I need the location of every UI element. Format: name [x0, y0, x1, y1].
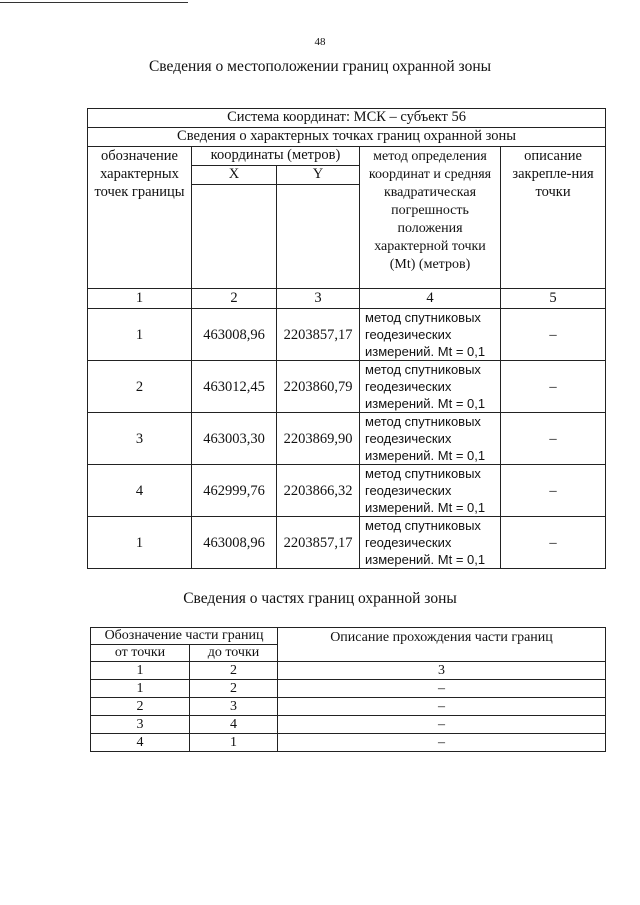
header-rule [0, 2, 188, 3]
points-subtitle-cell: Сведения о характерных точках границ охранной зоны [88, 128, 606, 147]
part-from: 3 [91, 716, 190, 734]
point-x: 463012,45 [192, 361, 277, 413]
column-number: 3 [277, 289, 360, 309]
column-number: 4 [360, 289, 501, 309]
header-point-designation: обозначение характерных точек границы [88, 147, 192, 289]
point-description: – [501, 517, 606, 569]
part-from: 4 [91, 734, 190, 752]
part-to: 2 [190, 680, 278, 698]
table-row [91, 698, 606, 716]
point-x: 462999,76 [192, 465, 277, 517]
header-coordinates: координаты (метров) [192, 147, 360, 166]
part-description: – [278, 734, 606, 752]
point-description: – [501, 413, 606, 465]
point-method: метод спутниковых геодезических измерений. Mt = 0,1 [360, 517, 501, 569]
point-id: 1 [88, 309, 192, 361]
header-y: Y [277, 166, 360, 185]
table-row [88, 413, 606, 465]
point-method: метод спутниковых геодезических измерений. Mt = 0,1 [360, 309, 501, 361]
section-title-parts: Сведения о частях границ охранной зоны [183, 590, 457, 607]
point-x: 463008,96 [192, 309, 277, 361]
section-title-location: Сведения о местоположении границ охранной зоны [148, 58, 492, 75]
point-description: – [501, 309, 606, 361]
point-y: 2203857,17 [277, 309, 360, 361]
point-method: метод спутниковых геодезических измерений. Mt = 0,1 [360, 465, 501, 517]
point-y: 2203860,79 [277, 361, 360, 413]
header-part-designation: Обозначение части границ [91, 628, 278, 645]
point-x: 463003,30 [192, 413, 277, 465]
point-description: – [501, 465, 606, 517]
header-x: X [192, 166, 277, 185]
header-part-description: Описание прохождения части границ [278, 628, 606, 662]
table-row [88, 361, 606, 413]
point-method: метод спутниковых геодезических измерений. Mt = 0,1 [360, 361, 501, 413]
table-row [88, 517, 606, 569]
point-y: 2203866,32 [277, 465, 360, 517]
part-to: 2 [190, 662, 278, 680]
part-from: 2 [91, 698, 190, 716]
point-id: 2 [88, 361, 192, 413]
point-id: 4 [88, 465, 192, 517]
point-y: 2203869,90 [277, 413, 360, 465]
point-method: метод спутниковых геодезических измерений. Mt = 0,1 [360, 413, 501, 465]
boundary-points-table [87, 108, 606, 569]
header-point-description: описание закрепле-ния точки [501, 147, 606, 289]
point-id: 3 [88, 413, 192, 465]
header-to-point: до точки [190, 645, 278, 662]
part-description: – [278, 716, 606, 734]
column-number: 2 [192, 289, 277, 309]
table-row [91, 734, 606, 752]
part-description: 3 [278, 662, 606, 680]
table-row [91, 716, 606, 734]
part-description: – [278, 698, 606, 716]
point-y: 2203857,17 [277, 517, 360, 569]
column-number: 1 [88, 289, 192, 309]
part-from: 1 [91, 680, 190, 698]
table-row [88, 465, 606, 517]
coordinate-system-cell: Система координат: МСК – субъект 56 [88, 109, 606, 128]
table-row [91, 680, 606, 698]
table-row [91, 662, 606, 680]
part-description: – [278, 680, 606, 698]
table-row [88, 309, 606, 361]
point-x: 463008,96 [192, 517, 277, 569]
part-to: 4 [190, 716, 278, 734]
column-number: 5 [501, 289, 606, 309]
page-number: 48 [314, 36, 326, 48]
part-to: 3 [190, 698, 278, 716]
point-id: 1 [88, 517, 192, 569]
point-description: – [501, 361, 606, 413]
header-from-point: от точки [91, 645, 190, 662]
header-method: метод определения координат и средняя квадратическая погрешность положения характерной точки (Mt) (метров) [360, 147, 501, 289]
part-to: 1 [190, 734, 278, 752]
part-from: 1 [91, 662, 190, 680]
header-x-spacer [192, 185, 277, 289]
header-y-spacer [277, 185, 360, 289]
boundary-parts-table [90, 627, 606, 752]
